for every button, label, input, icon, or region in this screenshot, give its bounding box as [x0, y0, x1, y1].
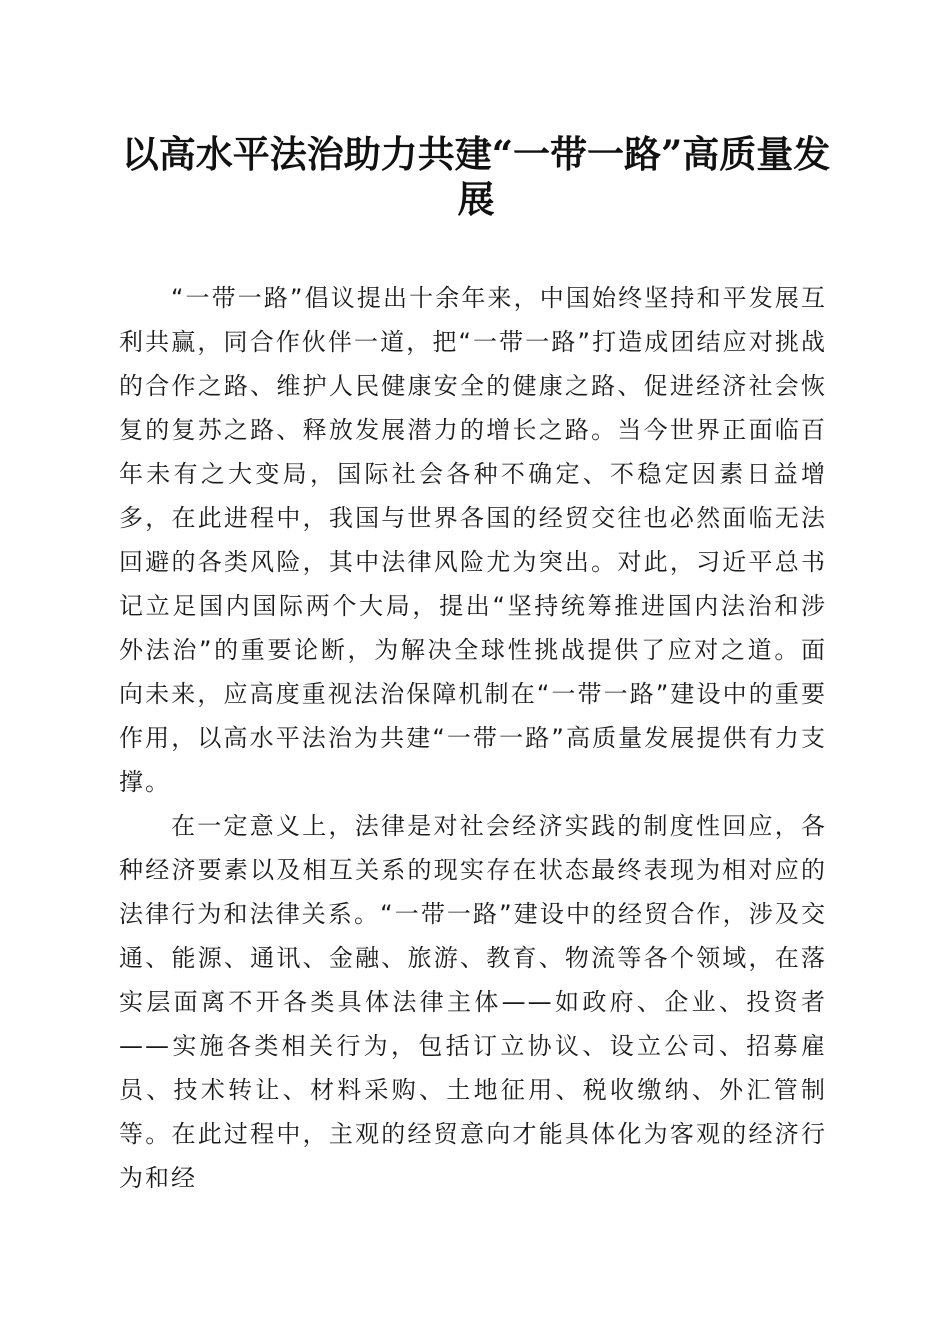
- document-title: 以高水平法治助力共建“一带一路”高质量发展: [121, 132, 831, 221]
- paragraph-2: 在一定意义上，法律是对社会经济实践的制度性回应，各种经济要素以及相互关系的现实存在状态最终表现为相对应的法律行为和法律关系。“一带一路”建设中的经贸合作，涉及交通、能源、通讯、金融、旅游、教育、物流等各个领域，在落实层面离不开各类具体法律主体——如政府、企业、投资者——实施各类相关行为，包括订立协议、设立公司、招募雇员、技术转让、材料采购、土地征用、税收缴纳、外汇管制等。在此过程中，主观的经贸意向才能具体化为客观的经济行为和经: [119, 812, 827, 1192]
- document-body: [119, 276, 827, 1200]
- paragraph-1: “一带一路”倡议提出十余年来，中国始终坚持和平发展互利共赢，同合作伙伴一道，把“一带一路”打造成团结应对挑战的合作之路、维护人民健康安全的健康之路、促进经济社会恢复的复苏之路、释放发展潜力的增长之路。当今世界正面临百年未有之大变局，国际社会各种不确定、不稳定因素日益增多，在此进程中，我国与世界各国的经贸交往也必然面临无法回避的各类风险，其中法律风险尤为突出。对此，习近平总书记立足国内国际两个大局，提出“坚持统筹推进国内法治和涉外法治”的重要论断，为解决全球性挑战提供了应对之道。面向未来，应高度重视法治保障机制在“一带一路”建设中的重要作用，以高水平法治为共建“一带一路”高质量发展提供有力支撑。: [119, 284, 827, 796]
